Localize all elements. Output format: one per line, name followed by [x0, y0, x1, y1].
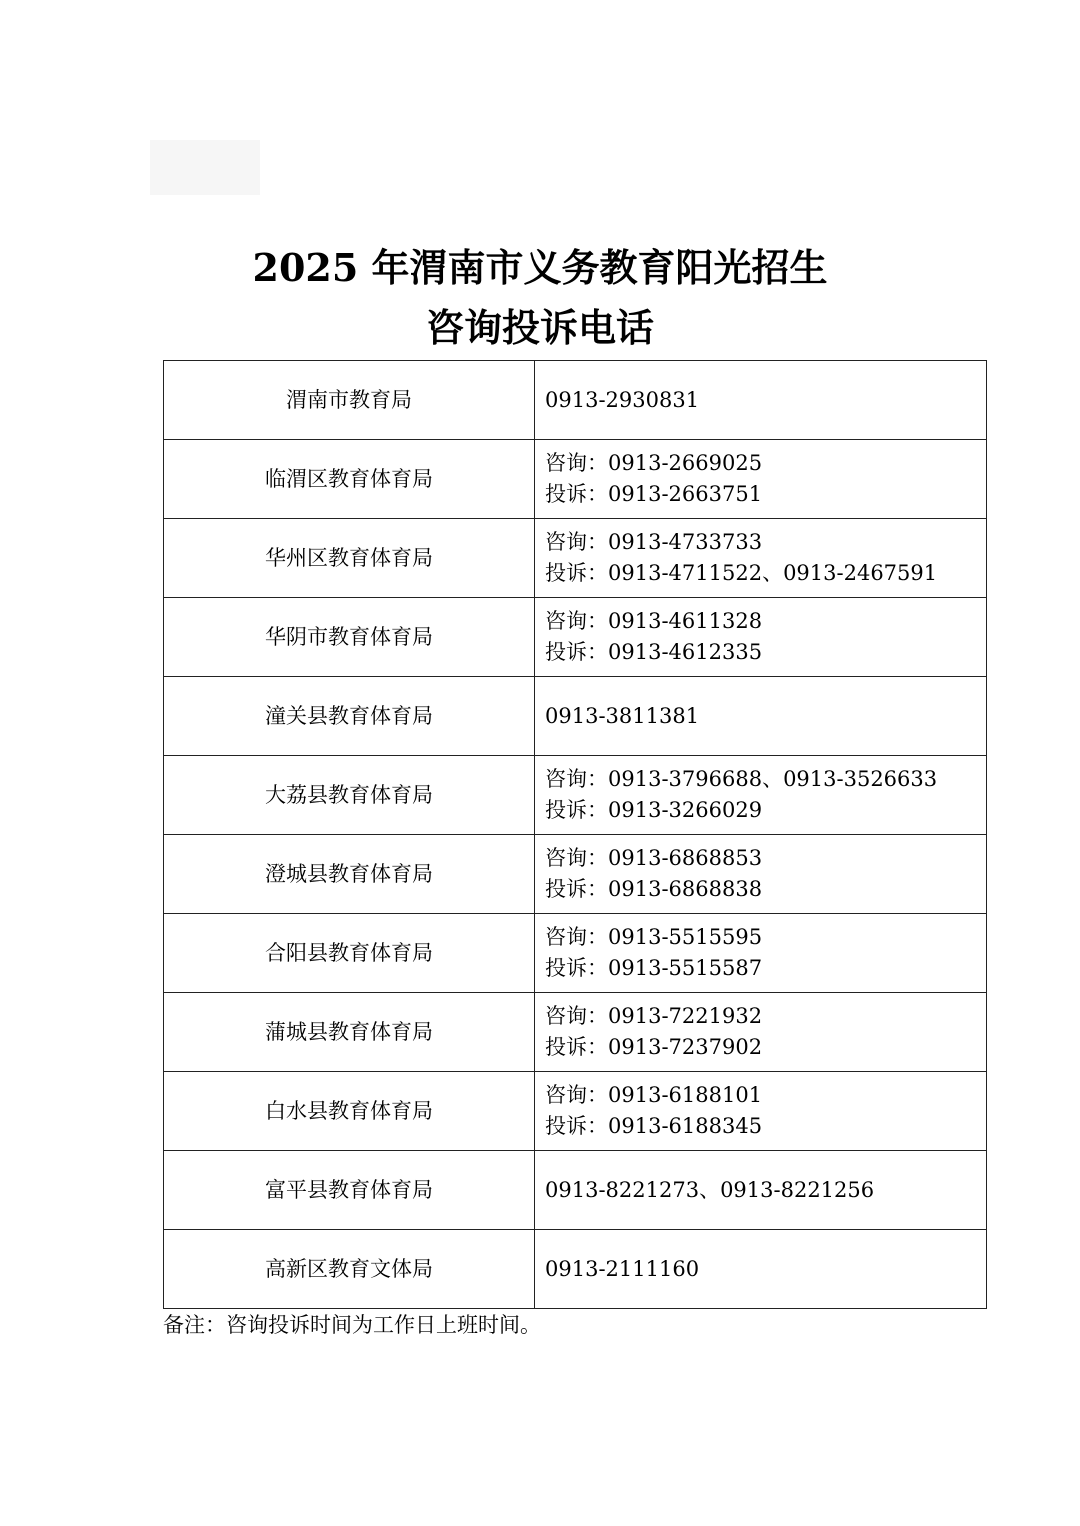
- phone-line: 投诉：0913-5515587: [545, 956, 763, 980]
- phone-line: 0913-8221273、0913-8221256: [545, 1177, 875, 1202]
- org-name: 大荔县教育体育局: [164, 756, 535, 835]
- phone-cell: [535, 756, 987, 835]
- table-row: [164, 993, 987, 1072]
- phone-cell: [535, 1151, 987, 1230]
- phone-line: 投诉：0913-4711522、0913-2467591: [545, 561, 938, 585]
- table-row: [164, 519, 987, 598]
- org-name: 蒲城县教育体育局: [164, 993, 535, 1072]
- page-subtitle: 咨询投诉电话: [425, 305, 654, 350]
- phone-line: 0913-3811381: [545, 703, 700, 728]
- table-row: [164, 598, 987, 677]
- phone-line: 投诉：0913-6868838: [545, 877, 763, 901]
- phone-cell: [535, 993, 987, 1072]
- phone-cell: [535, 440, 987, 519]
- phone-cell: [535, 835, 987, 914]
- org-name: 临渭区教育体育局: [164, 440, 535, 519]
- table-row: [164, 361, 987, 440]
- phone-line: 0913-2930831: [545, 387, 700, 412]
- org-name: 合阳县教育体育局: [164, 914, 535, 993]
- phone-line: 投诉：0913-6188345: [545, 1114, 763, 1138]
- phone-line: 咨询：0913-4733733: [545, 530, 763, 554]
- phone-line: 投诉：0913-3266029: [545, 798, 763, 822]
- phone-table: [163, 360, 987, 1309]
- phone-cell: [535, 598, 987, 677]
- phone-line: 咨询：0913-3796688、0913-3526633: [545, 767, 938, 791]
- table-row: [164, 677, 987, 756]
- page-title: 2025 年渭南市义务教育阳光招生: [252, 245, 828, 290]
- phone-cell: [535, 677, 987, 756]
- phone-cell: [535, 914, 987, 993]
- footnote: 备注：咨询投诉时间为工作日上班时间。: [163, 1313, 541, 1337]
- org-name: 华阴市教育体育局: [164, 598, 535, 677]
- phone-line: 咨询：0913-5515595: [545, 925, 763, 949]
- phone-cell: [535, 361, 987, 440]
- org-name: 华州区教育体育局: [164, 519, 535, 598]
- phone-line: 咨询：0913-4611328: [545, 609, 763, 633]
- org-name: 潼关县教育体育局: [164, 677, 535, 756]
- table-row: [164, 1230, 987, 1309]
- phone-line: 0913-2111160: [545, 1256, 700, 1281]
- table-row: [164, 914, 987, 993]
- table-row: [164, 1151, 987, 1230]
- org-name: 渭南市教育局: [164, 361, 535, 440]
- org-name: 高新区教育文体局: [164, 1230, 535, 1309]
- phone-line: 投诉：0913-4612335: [545, 640, 763, 664]
- table-row: [164, 756, 987, 835]
- phone-line: 咨询：0913-2669025: [545, 451, 763, 475]
- scan-smudge: [150, 140, 260, 195]
- phone-cell: [535, 1230, 987, 1309]
- phone-line: 投诉：0913-2663751: [545, 482, 763, 506]
- table-row: [164, 440, 987, 519]
- org-name: 富平县教育体育局: [164, 1151, 535, 1230]
- org-name: 白水县教育体育局: [164, 1072, 535, 1151]
- org-name: 澄城县教育体育局: [164, 835, 535, 914]
- phone-line: 投诉：0913-7237902: [545, 1035, 763, 1059]
- phone-line: 咨询：0913-7221932: [545, 1004, 763, 1028]
- phone-line: 咨询：0913-6868853: [545, 846, 763, 870]
- table-row: [164, 835, 987, 914]
- phone-cell: [535, 519, 987, 598]
- phone-line: 咨询：0913-6188101: [545, 1083, 763, 1107]
- table-row: [164, 1072, 987, 1151]
- phone-cell: [535, 1072, 987, 1151]
